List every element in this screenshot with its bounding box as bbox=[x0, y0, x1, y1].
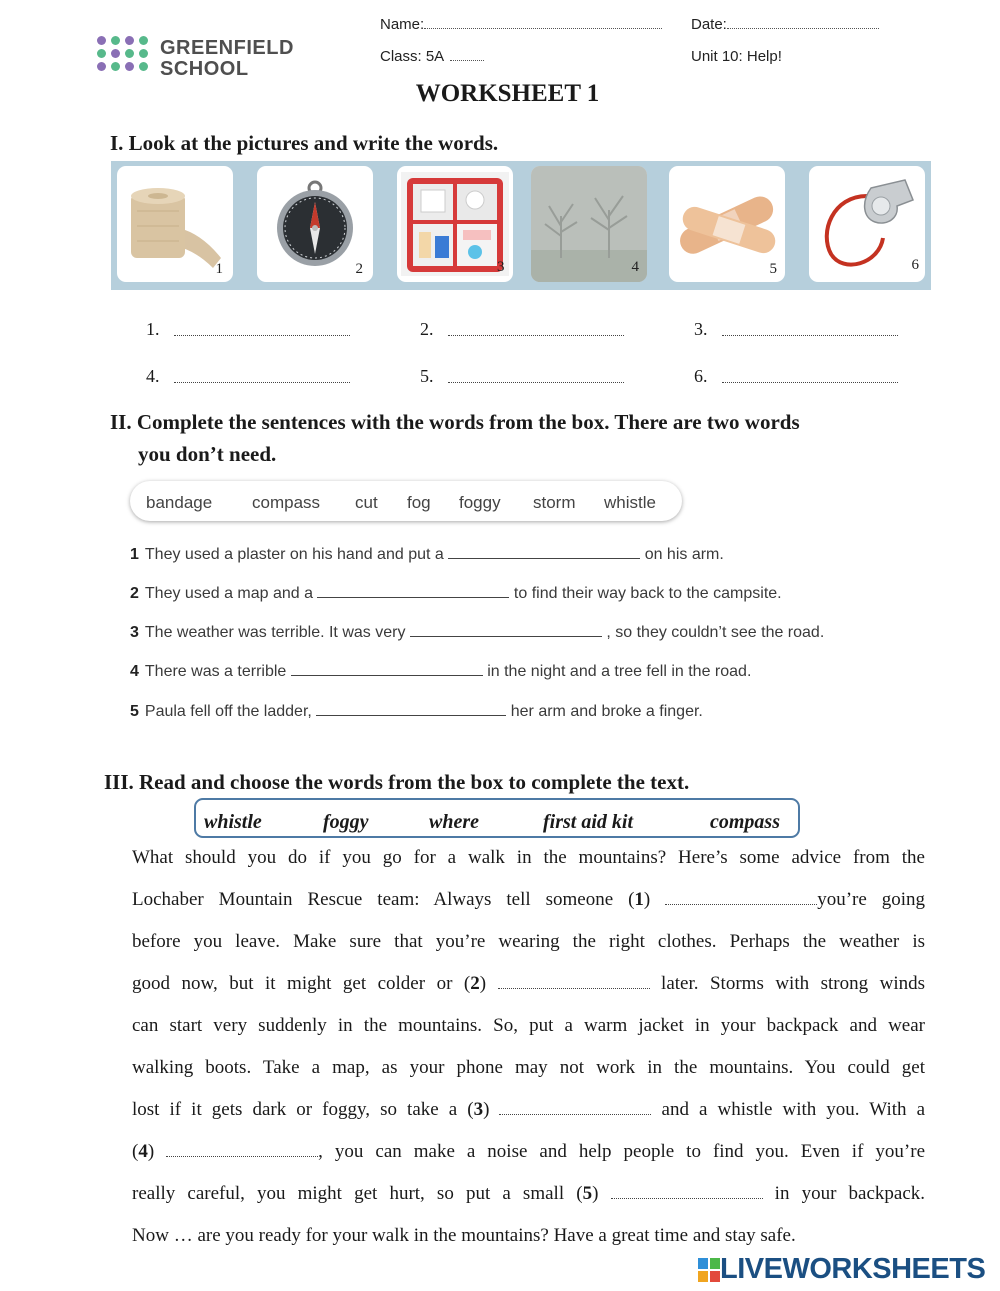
whistle-icon bbox=[809, 166, 925, 282]
answer-line-4[interactable] bbox=[174, 382, 350, 383]
text-line-6: walking boots. Take a map, as your phone may not work in the mountains. You could get bbox=[132, 1057, 925, 1078]
logo-dot bbox=[125, 62, 134, 71]
answer-label-5: 5. bbox=[420, 366, 434, 386]
picture-number: 1 bbox=[215, 261, 223, 277]
word-storm: storm bbox=[533, 493, 576, 512]
section-1-heading: I. Look at the pictures and write the words. bbox=[110, 131, 499, 155]
text-line-1: What should you do if you go for a walk in the mountains? Here’s some advice from the bbox=[132, 847, 925, 868]
sentence-text-before: Paula fell off the ladder, bbox=[144, 703, 312, 720]
text-span: ) bbox=[147, 1141, 155, 1162]
sentence-number: 3 bbox=[130, 624, 139, 641]
answer-label-2: 2. bbox=[420, 319, 434, 339]
picture-number: 4 bbox=[631, 259, 639, 275]
word-fog: fog bbox=[407, 493, 431, 512]
unit-label: Unit 10: Help! bbox=[691, 48, 782, 65]
date-field[interactable] bbox=[691, 16, 879, 33]
gap-number: 1 bbox=[634, 889, 644, 910]
section-3-heading: III. Read and choose the words from the box to complete the text. bbox=[104, 770, 690, 794]
sentence-blank-3[interactable] bbox=[410, 624, 602, 637]
sentence-text-after: , so they couldn’t see the road. bbox=[606, 624, 825, 641]
sentence-3 bbox=[130, 624, 824, 642]
worksheet-title: WORKSHEET 1 bbox=[415, 80, 600, 107]
word-foggy: foggy bbox=[323, 811, 369, 833]
logo-dot bbox=[125, 36, 134, 45]
school-name bbox=[160, 38, 294, 80]
sentence-text-after: in the night and a tree fell in the road. bbox=[487, 663, 752, 680]
logo-dot bbox=[139, 36, 148, 45]
word-whistle: whistle bbox=[604, 493, 656, 512]
logo-dot bbox=[111, 36, 120, 45]
sentence-number: 1 bbox=[130, 546, 139, 563]
foggy-trees-icon bbox=[531, 166, 647, 282]
sentence-blank-4[interactable] bbox=[291, 663, 483, 676]
answer-line-2[interactable] bbox=[448, 335, 624, 336]
text-line-9 bbox=[132, 1183, 925, 1205]
text-span: good now, but it might get colder or ( bbox=[132, 973, 471, 994]
sentence-blank-5[interactable] bbox=[316, 703, 506, 716]
picture-6 bbox=[809, 166, 925, 282]
word-foggy: foggy bbox=[459, 493, 501, 512]
picture-4 bbox=[531, 166, 647, 282]
answer-line-1[interactable] bbox=[174, 335, 350, 336]
answer-label-4: 4. bbox=[146, 366, 160, 386]
answer-line-6[interactable] bbox=[722, 382, 898, 383]
text-span: and a whistle with you. With a bbox=[661, 1099, 926, 1120]
text-span: ) bbox=[479, 973, 487, 994]
answer-label-6: 6. bbox=[694, 366, 708, 386]
gap-1-blank[interactable] bbox=[665, 893, 817, 905]
liveworksheets-brand: LIVEWORKSHEETS bbox=[720, 1253, 986, 1285]
answer-line-3[interactable] bbox=[722, 335, 898, 336]
picture-2 bbox=[257, 166, 373, 282]
sentence-2 bbox=[130, 585, 782, 603]
name-field[interactable] bbox=[380, 16, 662, 33]
school-name-line1: GREENFIELD bbox=[160, 37, 294, 59]
picture-number: 3 bbox=[497, 259, 505, 275]
logo-dot bbox=[111, 62, 120, 71]
section-2-heading-cont: you don’t need. bbox=[138, 442, 277, 466]
text-span: ) bbox=[643, 889, 651, 910]
sentence-4 bbox=[130, 663, 751, 681]
text-line-10: Now … are you ready for your walk in the mountains? Have a great time and stay safe. bbox=[132, 1225, 796, 1246]
word-bandage: bandage bbox=[146, 493, 213, 512]
word-where: where bbox=[429, 811, 479, 833]
picture-5 bbox=[669, 166, 785, 282]
name-label: Name: bbox=[380, 16, 425, 33]
gap-number: 5 bbox=[582, 1183, 593, 1204]
sentence-number: 2 bbox=[130, 585, 139, 602]
picture-3 bbox=[397, 166, 513, 282]
picture-number: 5 bbox=[769, 261, 777, 277]
sentence-text-after: her arm and broke a finger. bbox=[510, 703, 703, 720]
plasters-icon bbox=[669, 166, 785, 282]
sentence-text-after: to find their way back to the campsite. bbox=[513, 585, 782, 602]
word-whistle: whistle bbox=[204, 811, 262, 833]
text-span: later. Storms with strong winds bbox=[661, 973, 926, 994]
picture-strip bbox=[111, 161, 931, 290]
section-2-heading: II. Complete the sentences with the words from the box. There are two words bbox=[110, 410, 800, 434]
sentence-5 bbox=[130, 703, 703, 721]
sentence-text-before: There was a terrible bbox=[144, 663, 287, 680]
text-line-2 bbox=[132, 889, 925, 911]
text-span: ( bbox=[132, 1141, 139, 1162]
word-compass: compass bbox=[710, 811, 780, 833]
answer-label-1: 1. bbox=[146, 319, 160, 339]
gap-3-blank[interactable] bbox=[499, 1103, 651, 1115]
sentence-text-before: The weather was terrible. It was very bbox=[144, 624, 406, 641]
school-logo-dots bbox=[97, 36, 149, 82]
liveworksheets-logo-icon bbox=[698, 1258, 720, 1282]
gap-number: 4 bbox=[138, 1141, 148, 1162]
answer-line-5[interactable] bbox=[448, 382, 624, 383]
word-box-2 bbox=[130, 481, 682, 521]
text-line-4 bbox=[132, 973, 925, 995]
gap-number: 2 bbox=[470, 973, 480, 994]
answer-label-3: 3. bbox=[694, 319, 708, 339]
gap-2-blank[interactable] bbox=[498, 977, 650, 989]
logo-dot bbox=[139, 49, 148, 58]
sentence-1 bbox=[130, 546, 724, 564]
text-line-5: can start very suddenly in the mountains. So, put a warm jacket in your backpack and wear bbox=[132, 1015, 925, 1036]
word-cut: cut bbox=[355, 493, 378, 512]
sentence-number: 5 bbox=[130, 703, 139, 720]
date-line[interactable] bbox=[727, 16, 879, 29]
text-line-8 bbox=[132, 1141, 925, 1163]
sentence-number: 4 bbox=[130, 663, 139, 680]
logo-dot bbox=[111, 49, 120, 58]
text-span: Lochaber Mountain Rescue team: Always tell someone ( bbox=[132, 889, 635, 910]
word-box-3 bbox=[194, 798, 800, 838]
word-first-aid-kit: first aid kit bbox=[543, 811, 634, 833]
sentence-blank-1[interactable] bbox=[448, 546, 640, 559]
text-span: lost if it gets dark or foggy, so take a ( bbox=[132, 1099, 474, 1120]
class-line bbox=[450, 48, 484, 61]
logo-dot bbox=[97, 49, 106, 58]
name-line[interactable] bbox=[424, 16, 662, 29]
logo-dot bbox=[125, 49, 134, 58]
text-line-7 bbox=[132, 1099, 925, 1121]
text-span: really careful, you might get hurt, so put a small ( bbox=[132, 1183, 583, 1204]
first-aid-kit-icon bbox=[397, 166, 513, 282]
class-field bbox=[380, 48, 484, 65]
text-span: , you can make a noise and help people to find you. Even if you’re bbox=[318, 1141, 925, 1162]
sentence-text-before: They used a plaster on his hand and put a bbox=[144, 546, 444, 563]
gap-4-blank[interactable] bbox=[166, 1145, 318, 1157]
date-label: Date: bbox=[691, 16, 727, 33]
text-span: you’re going bbox=[817, 889, 926, 910]
logo-dot bbox=[97, 62, 106, 71]
picture-number: 2 bbox=[355, 261, 363, 277]
sentence-text-after: on his arm. bbox=[644, 546, 724, 563]
gap-5-blank[interactable] bbox=[611, 1187, 763, 1199]
word-compass: compass bbox=[252, 493, 321, 512]
logo-dot bbox=[97, 36, 106, 45]
sentence-text-before: They used a map and a bbox=[144, 585, 314, 602]
class-label: Class: 5A bbox=[380, 48, 445, 65]
text-span: ) bbox=[483, 1099, 490, 1120]
text-span: in your backpack. bbox=[774, 1183, 926, 1204]
text-span: ) bbox=[592, 1183, 599, 1204]
sentence-blank-2[interactable] bbox=[317, 585, 509, 598]
picture-1 bbox=[117, 166, 233, 282]
gap-number: 3 bbox=[473, 1099, 484, 1120]
text-line-3: before you leave. Make sure that you’re wearing the right clothes. Perhaps the weather is bbox=[132, 931, 925, 952]
picture-number: 6 bbox=[911, 257, 919, 273]
logo-dot bbox=[139, 62, 148, 71]
school-name-line2: SCHOOL bbox=[160, 58, 249, 80]
